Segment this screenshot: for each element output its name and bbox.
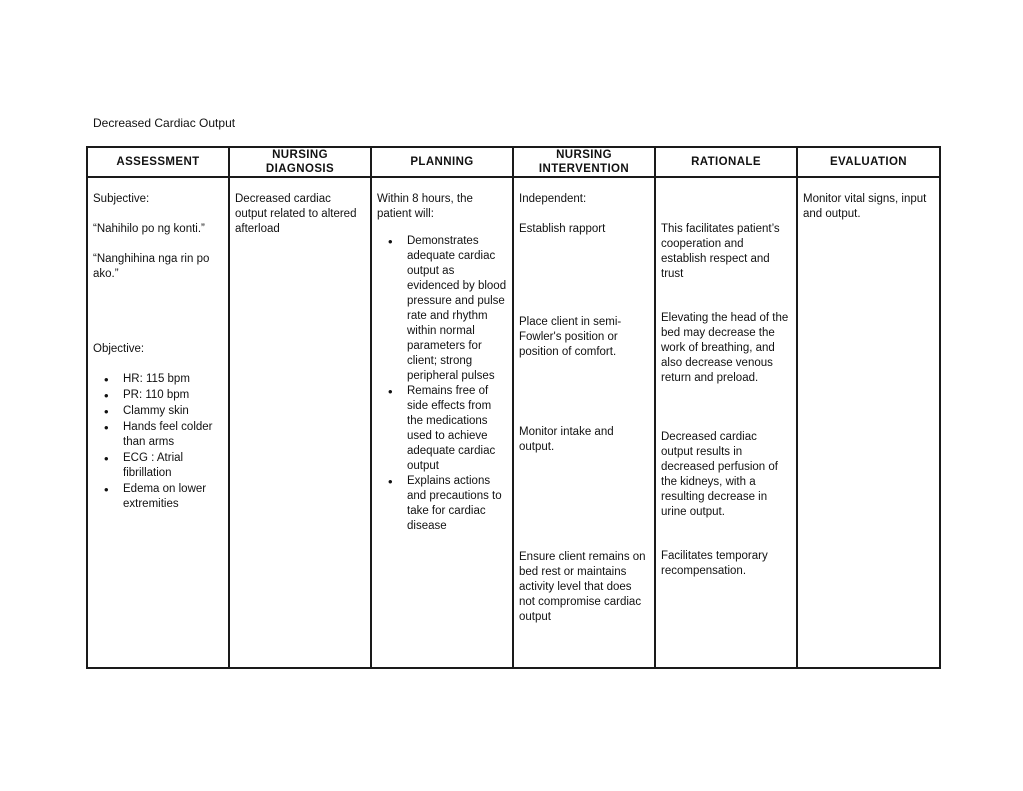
header-assessment-label: ASSESSMENT — [116, 156, 200, 168]
intervention-item-1: Establish rapport — [519, 223, 606, 235]
header-assessment — [87, 147, 229, 177]
rationale-item-1: This facilitates patient’s cooperation and establish respect and trust — [661, 223, 780, 280]
header-rationale — [655, 147, 797, 177]
table-header-row — [87, 147, 940, 177]
intervention-label: Independent: — [519, 193, 587, 205]
header-evaluation — [797, 147, 940, 177]
intervention-item-3: Monitor intake and output. — [519, 426, 614, 453]
list-item: • HR: 115 bpm — [93, 372, 223, 387]
header-nursing-diagnosis — [229, 147, 371, 177]
objective-list — [93, 372, 223, 512]
list-item: • ECG : Atrial fibrillation — [93, 451, 223, 481]
rationale-cell — [655, 177, 797, 668]
header-intervention-line1: NURSING — [556, 149, 612, 161]
header-evaluation-label: EVALUATION — [829, 156, 908, 168]
header-planning-label: PLANNING — [410, 156, 474, 168]
list-item: • Hands feel colder than arms — [93, 420, 223, 450]
list-item: • Clammy skin — [93, 404, 223, 419]
rationale-item-3: Decreased cardiac output results in decreased perfusion of the kidneys, with a resulting decrease in urine output. — [661, 431, 778, 518]
header-planning — [371, 147, 513, 177]
subjective-quote-2: “Nanghihina nga rin po ako.” — [93, 253, 210, 280]
assessment-cell — [87, 177, 229, 668]
header-rationale-label: RATIONALE — [691, 156, 761, 168]
intervention-item-2: Place client in semi-Fowler's position or position of comfort. — [519, 316, 622, 358]
planning-intro: Within 8 hours, the patient will: — [377, 193, 473, 220]
header-diagnosis-line1: NURSING — [272, 149, 328, 161]
list-item: • PR: 110 bpm — [93, 388, 223, 403]
table-body-row — [87, 177, 940, 668]
diagnosis-text: Decreased cardiac output related to altered afterload — [235, 193, 357, 235]
header-diagnosis-line2: DIAGNOSIS — [265, 163, 335, 175]
planning-goals-list — [377, 234, 507, 534]
planning-cell — [371, 177, 513, 668]
rationale-item-4: Facilitates temporary recompensation. — [661, 550, 768, 577]
intervention-item-4: Ensure client remains on bed rest or maintains activity level that does not compromise cardiac output — [519, 551, 646, 623]
subjective-quote-1: “Nahihilo po ng konti.” — [93, 223, 205, 235]
header-intervention-line2: INTERVENTION — [538, 163, 630, 175]
diagnosis-cell — [229, 177, 371, 668]
list-item: • Explains actions and precautions to take for cardiac disease — [377, 474, 507, 534]
list-item: • Edema on lower extremities — [93, 482, 223, 512]
list-item: • Demonstrates adequate cardiac output as evidenced by blood pressure and pulse rate and rhythm within normal parameters for client; strong peripheral pulses — [377, 234, 507, 384]
subjective-label: Subjective: — [93, 193, 150, 205]
list-item: • Remains free of side effects from the medications used to achieve adequate cardiac output — [377, 384, 507, 474]
objective-label: Objective: — [93, 343, 145, 355]
rationale-item-2: Elevating the head of the bed may decrease the work of breathing, and also decrease venous return and preload. — [661, 312, 789, 384]
document-title: Decreased Cardiac Output — [93, 116, 236, 130]
evaluation-text: Monitor vital signs, input and output. — [803, 193, 927, 220]
nursing-care-plan-table — [86, 146, 941, 669]
intervention-cell — [513, 177, 655, 668]
header-nursing-intervention — [513, 147, 655, 177]
evaluation-cell — [797, 177, 940, 668]
